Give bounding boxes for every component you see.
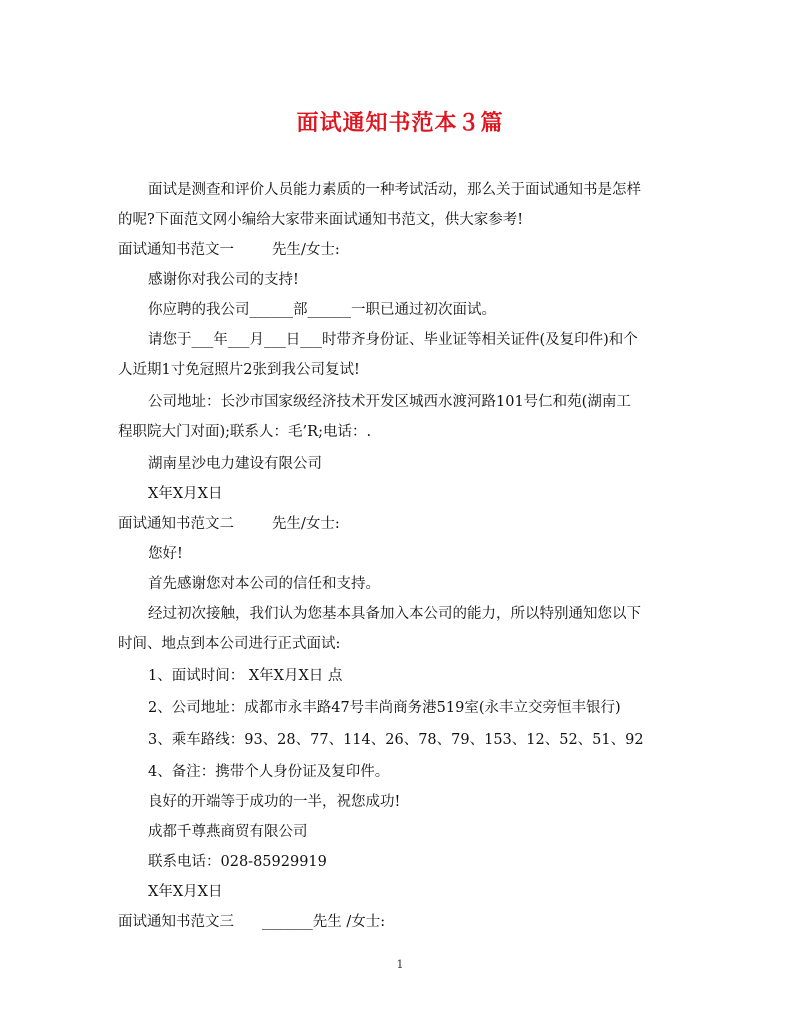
sample-2-date: X年X月X日 (148, 884, 223, 900)
sample-3-heading-row (118, 912, 385, 932)
sample-2-heading: 面试通知书范文二 (118, 516, 234, 532)
sample-1-address-line-1: 公司地址：长沙市国家级经济技术开发区城西水渡河路101号仁和苑(湖南工 (148, 394, 631, 410)
sample-2-item-2: 2、公司地址：成都市永丰路47号丰尚商务港519室(永丰立交旁恒丰银行) (148, 700, 621, 716)
sample-1-company: 湖南星沙电力建设有限公司 (148, 456, 322, 472)
sample-2-body-line-1: 经过初次接触，我们认为您基本具备加入本公司的能力，所以特别通知您以下 (148, 606, 641, 622)
sample-1-salutation: 先生/女士: (272, 242, 340, 258)
sample-2-heading-row (118, 514, 340, 534)
sample-2-phone: 联系电话：028-85929919 (148, 854, 327, 870)
page-title: 面试通知书范本３篇 (296, 110, 504, 136)
sample-1-heading-row (118, 240, 340, 260)
sample-3-salutation: _______先生 /女士: (262, 914, 386, 930)
page-number: 1 (396, 958, 404, 971)
sample-1-heading: 面试通知书范文一 (118, 242, 234, 258)
sample-2-item-3: 3、乘车路线：93、28、77、114、26、78、79、153、12、52、51、92 (148, 732, 644, 748)
sample-2-body-line-2: 时间、地点到本公司进行正式面试: (118, 636, 341, 652)
intro-paragraph-line-2: 的呢?下面范文网小编给大家带来面试通知书范文，供大家参考! (118, 212, 524, 228)
sample-1-address-line-2: 程职院大门对面);联系人：毛’R;电话：. (118, 424, 372, 440)
sample-2-company: 成都千尊燕商贸有限公司 (148, 824, 308, 840)
sample-1-thanks: 感谢你对我公司的支持! (148, 272, 299, 288)
sample-1-request-line-1: 请您于___年___月___日___时带齐身份证、毕业证等相关证件(及复印件)和个 (148, 332, 638, 348)
sample-2-greeting: 您好! (148, 546, 183, 562)
sample-2-thanks: 首先感谢您对本公司的信任和支持。 (148, 576, 380, 592)
sample-1-request-line-2: 人近期1寸免冠照片2张到我公司复试! (118, 362, 360, 378)
sample-2-salutation: 先生/女士: (272, 516, 340, 532)
sample-1-applied: 你应聘的我公司______部______一职已通过初次面试。 (148, 302, 496, 318)
sample-2-item-1: 1、面试时间： X年X月X日 点 (148, 668, 343, 684)
sample-2-item-4: 4、备注：携带个人身份证及复印件。 (148, 764, 390, 780)
sample-1-date: X年X月X日 (148, 486, 223, 502)
sample-2-wish: 良好的开端等于成功的一半，祝您成功! (148, 794, 401, 810)
intro-paragraph-line-1: 面试是测查和评价人员能力素质的一种考试活动，那么关于面试通知书是怎样 (148, 182, 641, 198)
sample-3-heading: 面试通知书范文三 (118, 914, 234, 930)
